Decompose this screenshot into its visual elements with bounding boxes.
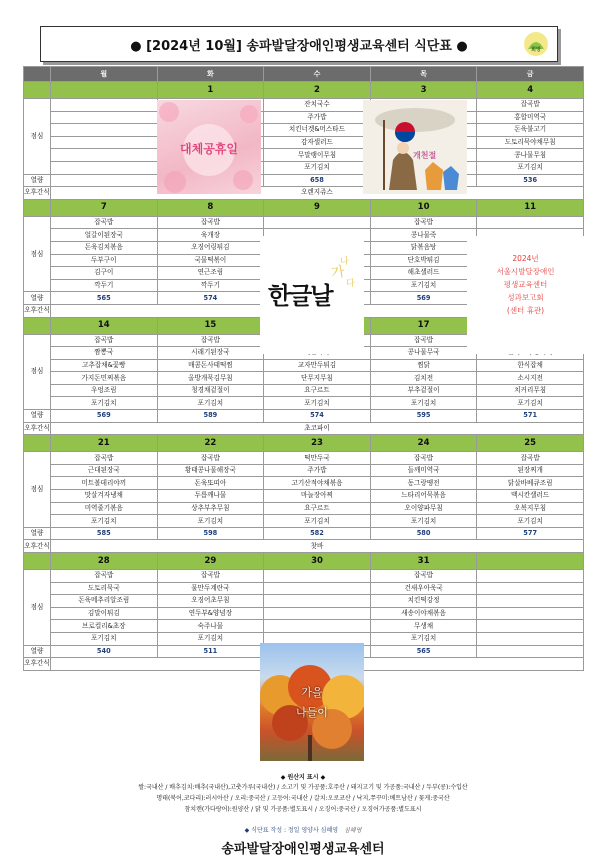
day-header: 월 (51, 67, 158, 82)
menu-item: 잡곡밥 (157, 334, 264, 347)
date-cell: 14 (51, 317, 158, 334)
date-row-label (24, 553, 51, 570)
calorie-value: 580 (370, 527, 477, 540)
menu-item: 소시지전 (477, 372, 584, 385)
menu-item (477, 216, 584, 229)
calorie-value (477, 645, 584, 658)
calorie-label: 열량 (24, 292, 51, 305)
notice-line: (센터 휴관) (506, 306, 545, 315)
autumn-line: 가을 (301, 686, 323, 699)
notice-line: 2024년 (512, 254, 539, 263)
center-logo-icon (523, 31, 549, 57)
date-cell: 1 (157, 82, 264, 99)
menu-item: 포기김치 (370, 632, 477, 645)
menu-item: 무생채 (370, 620, 477, 633)
autumn-outing-image (260, 643, 364, 761)
menu-item: 잡곡밥 (370, 570, 477, 583)
svg-text:다: 다 (346, 279, 355, 289)
menu-item (51, 111, 158, 124)
calorie-value (51, 174, 158, 187)
menu-row (24, 515, 584, 528)
menu-row (24, 149, 584, 162)
menu-item: 무말랭이무침 (264, 149, 371, 162)
menu-item: 김구이 (51, 267, 158, 280)
menu-item: 우엉조림 (51, 384, 158, 397)
menu-item: 찜닭 (370, 359, 477, 372)
menu-item: 가지돈민찌볶음 (51, 372, 158, 385)
calorie-value: 536 (477, 174, 584, 187)
calorie-value: 565 (51, 292, 158, 305)
date-cell: 17 (370, 317, 477, 334)
day-header-row (24, 67, 584, 82)
lunch-label: 점심 (24, 334, 51, 410)
hangul-day-image (260, 236, 364, 354)
calorie-value: 582 (264, 527, 371, 540)
menu-item: 부추겉절이 (370, 384, 477, 397)
menu-item (477, 570, 584, 583)
date-cell: 4 (477, 82, 584, 99)
date-cell (477, 553, 584, 570)
gaecheonjeol-image (363, 100, 467, 194)
snack-row (24, 540, 584, 553)
menu-item: 마늘장아찌 (264, 490, 371, 503)
menu-item (51, 161, 158, 174)
menu-item: 치커리무침 (477, 384, 584, 397)
menu-item: 닭살바베큐조림 (477, 477, 584, 490)
snack-value: 오렌지쥬스 (51, 187, 584, 200)
menu-row (24, 607, 584, 620)
calorie-row (24, 527, 584, 540)
menu-item: 포기김치 (157, 515, 264, 528)
holiday-label: 대체공휴일 (180, 142, 238, 156)
center-name: 송파발달장애인평생교육센터 (221, 842, 385, 857)
menu-item: 육개장 (157, 229, 264, 242)
menu-item (477, 632, 584, 645)
date-row-label (24, 435, 51, 452)
date-row (24, 553, 584, 570)
menu-item: 동그랑땡전 (370, 477, 477, 490)
menu-item: 해초샐러드 (370, 267, 477, 280)
menu-item: 연근조림 (157, 267, 264, 280)
menu-row (24, 570, 584, 583)
menu-item (264, 582, 371, 595)
menu-item: 두릅깨나물 (157, 490, 264, 503)
menu-item: 도토리묵국 (51, 582, 158, 595)
menu-item: 오복지무침 (477, 502, 584, 515)
menu-row (24, 477, 584, 490)
hangul-label: 한글날 (268, 281, 332, 310)
menu-item: 요구르트 (264, 502, 371, 515)
notice-line: 서울시발달장애인 (496, 267, 555, 276)
menu-item: 돈육메추리알조림 (51, 595, 158, 608)
menu-item: 콩나물무침 (477, 149, 584, 162)
menu-item: 황태콩나물해장국 (157, 464, 264, 477)
notice-line: 성과보고회 (507, 293, 544, 302)
date-row-label (24, 199, 51, 216)
menu-item (264, 620, 371, 633)
menu-item: 오징어링튀김 (157, 241, 264, 254)
calorie-value: 571 (477, 410, 584, 423)
notice-line: 평생교육센터 (503, 280, 548, 289)
calorie-value: 574 (157, 292, 264, 305)
menu-row (24, 620, 584, 633)
day-header: 수 (264, 67, 371, 82)
corner-cell (24, 67, 51, 82)
date-cell: 25 (477, 435, 584, 452)
menu-item: 포기김치 (370, 279, 477, 292)
gaecheon-label: 개천절 (413, 151, 437, 160)
menu-row (24, 452, 584, 465)
snack-row (24, 187, 584, 200)
date-cell: 2 (264, 82, 371, 99)
menu-row (24, 124, 584, 137)
menu-item: 주가밥 (264, 464, 371, 477)
menu-row (24, 111, 584, 124)
date-cell: 9 (264, 199, 371, 216)
menu-item: 감자샐러드 (264, 136, 371, 149)
svg-text:나: 나 (340, 257, 349, 267)
signature: 심혜영 (343, 827, 362, 834)
menu-item: 브로컬리&초장 (51, 620, 158, 633)
menu-item: 한식잡채 (477, 359, 584, 372)
menu-item: 포기김치 (370, 515, 477, 528)
calorie-value: 574 (264, 410, 371, 423)
calorie-value: 589 (157, 410, 264, 423)
date-cell: 28 (51, 553, 158, 570)
date-cell: 10 (370, 199, 477, 216)
lunch-label: 점심 (24, 99, 51, 175)
taegeukgi-icon (363, 100, 467, 194)
date-cell: 15 (157, 317, 264, 334)
menu-item: 두부구이 (51, 254, 158, 267)
menu-item: 미트볼데리야끼 (51, 477, 158, 490)
date-cell: 8 (157, 199, 264, 216)
day-header: 화 (157, 67, 264, 82)
date-row (24, 435, 584, 452)
origin-title: ◆ 원산지 표시 ◆ (280, 774, 326, 781)
menu-item: 잡곡밥 (477, 99, 584, 112)
menu-item: 단무지무침 (264, 372, 371, 385)
menu-item: 포기김치 (264, 397, 371, 410)
menu-item: 느타리어묵볶음 (370, 490, 477, 503)
menu-item: 교자만두튀김 (264, 359, 371, 372)
menu-item: 떡만두국 (264, 452, 371, 465)
lunch-label: 점심 (24, 452, 51, 528)
menu-row (24, 359, 584, 372)
menu-item: 포기김치 (477, 397, 584, 410)
day-header: 금 (477, 67, 584, 82)
menu-item: 잡곡밥 (370, 452, 477, 465)
menu-item: 돈육불고기 (477, 124, 584, 137)
page-title: ● [2024년 10월] 송파발달장애인평생교육센터 식단표 ● (130, 38, 468, 54)
menu-row (24, 502, 584, 515)
menu-item: 연두부&양념장 (157, 607, 264, 620)
menu-row (24, 464, 584, 477)
menu-item: 잔치국수 (264, 99, 371, 112)
menu-row (24, 216, 584, 229)
menu-item: 잡곡밥 (370, 216, 477, 229)
menu-item: 김치전 (370, 372, 477, 385)
menu-item: 청경채겉절이 (157, 384, 264, 397)
menu-item (477, 595, 584, 608)
menu-item: 돈육김치볶음 (51, 241, 158, 254)
menu-item: 깍두기 (51, 279, 158, 292)
menu-item: 미역줄기볶음 (51, 502, 158, 515)
menu-item: 주가밥 (264, 111, 371, 124)
snack-label: 오후간식 (24, 304, 51, 317)
menu-item: 상추부추무침 (157, 502, 264, 515)
menu-item: 잡곡밥 (51, 452, 158, 465)
snack-label: 오후간식 (24, 422, 51, 435)
calorie-value: 577 (477, 527, 584, 540)
snack-label: 오후간식 (24, 658, 51, 671)
snack-value: 찻바 (51, 540, 584, 553)
menu-item: 오징어초무침 (157, 595, 264, 608)
calorie-value: 595 (370, 410, 477, 423)
date-cell: 31 (370, 553, 477, 570)
menu-item: 잡곡밥 (51, 570, 158, 583)
menu-item (51, 99, 158, 112)
calorie-value: 598 (157, 527, 264, 540)
menu-item: 치킨떡강정 (370, 595, 477, 608)
menu-item: 시래기된장국 (157, 347, 264, 360)
menu-item (477, 607, 584, 620)
menu-item: 닭볶음탕 (370, 241, 477, 254)
menu-item: 돈육또띠아 (157, 477, 264, 490)
lunch-label: 점심 (24, 216, 51, 292)
origin-line: 명태(북어,코다리):러시아산 / 오리:중국산 / 고등어:국내산 / 갈치:오로코산 / 낙지,쭈꾸미:베트남산 / 꽃게:중국산 (156, 795, 450, 802)
menu-item (264, 570, 371, 583)
calorie-label: 열량 (24, 174, 51, 187)
date-cell: 21 (51, 435, 158, 452)
date-row (24, 199, 584, 216)
calorie-row (24, 174, 584, 187)
menu-item: 올방개묵김무침 (157, 372, 264, 385)
menu-item: 맛살겨자냉채 (51, 490, 158, 503)
menu-item: 단호박튀김 (370, 254, 477, 267)
menu-row (24, 384, 584, 397)
date-cell (51, 82, 158, 99)
menu-item: 건새우아욱국 (370, 582, 477, 595)
logo-text: 희망 (531, 47, 541, 53)
menu-item: 들깨미역국 (370, 464, 477, 477)
calorie-value: 511 (157, 645, 264, 658)
snack-value: 초코파이 (51, 422, 584, 435)
menu-item: 근대된장국 (51, 464, 158, 477)
date-row-label (24, 82, 51, 99)
menu-item (51, 136, 158, 149)
menu-item: 포기김치 (51, 397, 158, 410)
calorie-label: 열량 (24, 645, 51, 658)
snack-row (24, 422, 584, 435)
date-cell: 11 (477, 199, 584, 216)
calorie-row (24, 410, 584, 423)
menu-item: 오이양파무침 (370, 502, 477, 515)
autumn-line: 나들이 (296, 706, 328, 719)
menu-item: 포기김치 (264, 161, 371, 174)
menu-row (24, 99, 584, 112)
menu-item: 포기김치 (477, 161, 584, 174)
date-cell: 29 (157, 553, 264, 570)
snack-label: 오후간식 (24, 187, 51, 200)
menu-item: 맥시칸샐러드 (477, 490, 584, 503)
date-cell: 30 (264, 553, 371, 570)
menu-item: 치킨너겟&머스타드 (264, 124, 371, 137)
menu-item: 포기김치 (157, 632, 264, 645)
menu-item: 포기김치 (157, 397, 264, 410)
calorie-value: 569 (51, 410, 158, 423)
menu-item: 잡곡밥 (477, 452, 584, 465)
menu-item: 콩나물죽 (370, 229, 477, 242)
menu-item (264, 595, 371, 608)
menu-row (24, 397, 584, 410)
date-cell: 3 (370, 82, 477, 99)
origin-line: 참치캔(가다랑어):원양산 / 닭 및 가공품:별도표시 / 오징어:중국산 / 오징어가공품:별도표시 (184, 806, 422, 813)
date-cell: 24 (370, 435, 477, 452)
author-line (0, 825, 606, 834)
menu-item: 얼갈이된장국 (51, 229, 158, 242)
menu-item: 잡곡밥 (370, 334, 477, 347)
menu-item: 국물떡볶이 (157, 254, 264, 267)
date-row-label (24, 317, 51, 334)
menu-item: 포기김치 (51, 632, 158, 645)
day-header: 목 (370, 67, 477, 82)
date-row (24, 82, 584, 99)
origin-lines (0, 782, 606, 815)
menu-item: 요구르트 (264, 384, 371, 397)
calorie-label: 열량 (24, 527, 51, 540)
closure-notice (467, 236, 584, 354)
menu-item (51, 124, 158, 137)
calorie-value: 540 (51, 645, 158, 658)
author-text: ◆ 식단표 작성 : 정일 영양사 심혜영 (244, 827, 339, 834)
menu-row (24, 136, 584, 149)
menu-item: 콩나물무국 (370, 347, 477, 360)
menu-row (24, 582, 584, 595)
calorie-value: 565 (370, 645, 477, 658)
date-cell: 7 (51, 199, 158, 216)
menu-item: 포기김치 (477, 515, 584, 528)
menu-item: 잡곡밥 (157, 216, 264, 229)
menu-item: 잡곡밥 (157, 570, 264, 583)
menu-item: 포기김치 (51, 515, 158, 528)
menu-item: 잡곡밥 (51, 216, 158, 229)
origin-line: 쌀:국내산 / 배추김치:배추(국내산),고춧가루(국내산) / 소고기 및 가공품:호주산 / 돼지고기 및 가공품:국내산 / 두부(콩):수입산 (138, 784, 468, 791)
menu-item: 포기김치 (264, 515, 371, 528)
svg-text:가: 가 (329, 263, 347, 282)
holiday-image (157, 100, 261, 194)
page-title-box (40, 26, 558, 62)
menu-row (24, 595, 584, 608)
date-cell: 23 (264, 435, 371, 452)
menu-item (264, 216, 371, 229)
menu-row (24, 490, 584, 503)
calorie-label: 열량 (24, 410, 51, 423)
lunch-label: 점심 (24, 570, 51, 646)
menu-row (24, 372, 584, 385)
menu-item: 물만두계란국 (157, 582, 264, 595)
menu-item: 김말이튀김 (51, 607, 158, 620)
menu-item (477, 620, 584, 633)
calorie-value: 658 (264, 174, 371, 187)
menu-row (24, 161, 584, 174)
menu-item: 매콤돈사태떡찜 (157, 359, 264, 372)
menu-item (51, 149, 158, 162)
menu-item: 새송이야채볶음 (370, 607, 477, 620)
menu-item: 된장찌개 (477, 464, 584, 477)
menu-item: 홍합미역국 (477, 111, 584, 124)
menu-item: 잡곡밥 (157, 452, 264, 465)
menu-item (264, 607, 371, 620)
calorie-value: 569 (370, 292, 477, 305)
menu-item: 도토리묵야채무침 (477, 136, 584, 149)
menu-item: 짬뽕국 (51, 347, 158, 360)
menu-table (23, 66, 584, 671)
menu-item: 고추잡채&꽃빵 (51, 359, 158, 372)
menu-item: 포기김치 (370, 397, 477, 410)
menu-item: 깍두기 (157, 279, 264, 292)
snack-label: 오후간식 (24, 540, 51, 553)
menu-item: 잡곡밥 (51, 334, 158, 347)
menu-item: 고기산적야채볶음 (264, 477, 371, 490)
menu-item: 숙주나물 (157, 620, 264, 633)
calorie-value: 585 (51, 527, 158, 540)
menu-item (477, 582, 584, 595)
date-cell: 22 (157, 435, 264, 452)
